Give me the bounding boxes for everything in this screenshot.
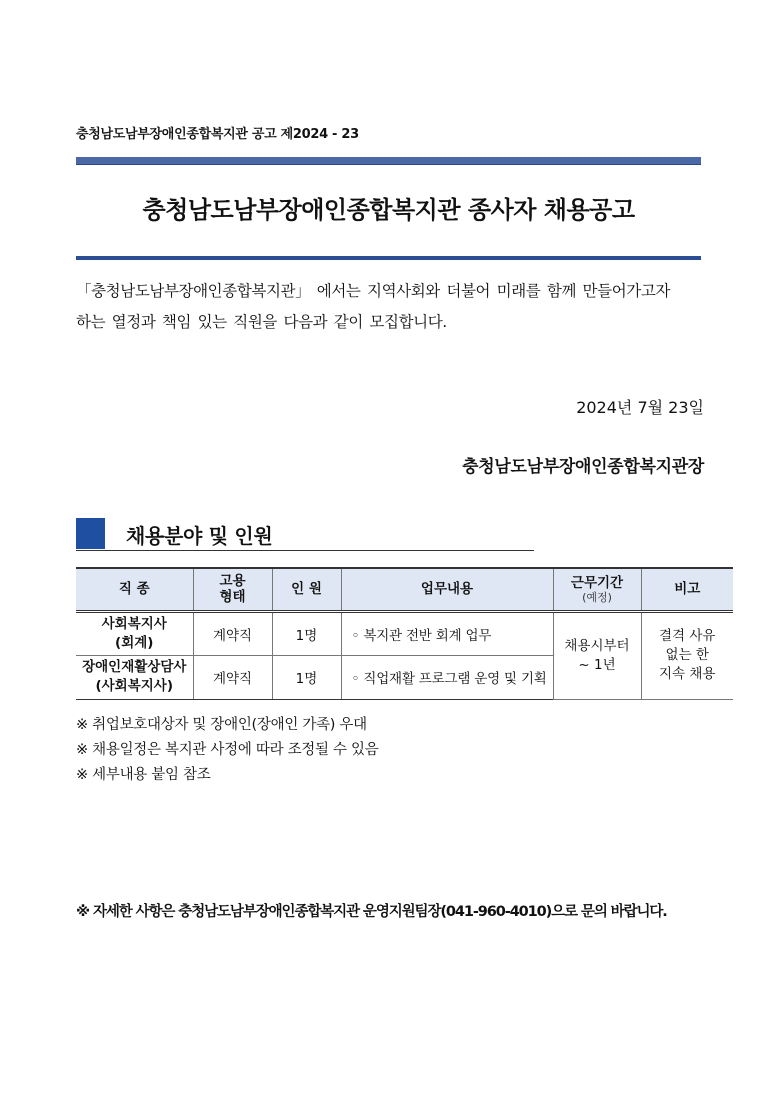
row-duties: ◦ 복지관 전반 회계 업무 xyxy=(341,611,553,655)
header-period xyxy=(553,568,641,611)
contact-info: ※ 자세한 사항은 충청남도남부장애인종합복지관 운영지원팀장(041-960-4010)으로 문의 바랍니다. xyxy=(76,904,667,920)
row-period-line2: ~ 1년 xyxy=(578,656,616,673)
recruitment-table xyxy=(76,567,733,700)
row-remarks-line3: 지속 채용 xyxy=(659,666,716,682)
section-title: 채용분야 및 인원 xyxy=(126,524,273,548)
section-underline xyxy=(76,550,534,551)
row-employment: 계약직 xyxy=(193,655,272,699)
section-marker xyxy=(76,518,105,549)
document-title: 충청남도남부장애인종합복지관 종사자 채용공고 xyxy=(142,196,635,224)
row-period-line1: 채용시부터 xyxy=(564,637,630,654)
row-count: 1명 xyxy=(272,611,341,655)
row-job xyxy=(76,611,193,655)
note-item: ※ 취업보호대상자 및 장애인(장애인 가족) 우대 xyxy=(76,717,367,733)
header-employment-line2: 형태 xyxy=(219,589,246,606)
intro-paragraph xyxy=(76,276,706,338)
header-duties: 업무내용 xyxy=(341,568,553,611)
row-remarks-line2: 없는 한 xyxy=(665,647,709,663)
note-item: ※ 세부내용 붙임 참조 xyxy=(76,767,211,783)
header-count: 인 원 xyxy=(272,568,341,611)
intro-line-2: 하는 열정과 책임 있는 직원을 다음과 같이 모집합니다. xyxy=(76,313,447,331)
row-job xyxy=(76,655,193,699)
note-item: ※ 채용일정은 복지관 사정에 따라 조정될 수 있음 xyxy=(76,742,379,758)
title-bottom-rule xyxy=(76,256,701,260)
header-period-sub: (예정) xyxy=(582,590,612,604)
header-employment xyxy=(193,568,272,611)
row-job-line1: 장애인재활상담사 xyxy=(82,659,187,675)
row-count: 1명 xyxy=(272,655,341,699)
row-job-line2: (회계) xyxy=(115,634,154,651)
row-duties: ◦ 직업재활 프로그램 운영 및 기획 xyxy=(341,655,553,699)
notes-list xyxy=(76,713,378,788)
header-job: 직 종 xyxy=(76,568,193,611)
row-job-line1: 사회복지사 xyxy=(101,615,167,632)
title-top-rule xyxy=(76,157,701,165)
signer: 충청남도남부장애인종합복지관장 xyxy=(462,457,704,477)
row-job-line2: (사회복지사) xyxy=(95,678,174,694)
header-employment-line1: 고용 xyxy=(219,573,246,590)
row-period xyxy=(553,611,641,699)
table-header-row xyxy=(76,568,733,611)
row-remarks xyxy=(641,611,733,699)
row-remarks-line1: 결격 사유 xyxy=(659,628,716,644)
row-employment: 계약직 xyxy=(193,611,272,655)
intro-line-1: 「충청남도남부장애인종합복지관」 에서는 지역사회와 더불어 미래를 함께 만들어가고자 xyxy=(76,282,670,300)
header-remarks: 비고 xyxy=(641,568,733,611)
notice-date: 2024년 7월 23일 xyxy=(576,398,704,417)
table-row xyxy=(76,611,733,655)
header-period-label: 근무기간 xyxy=(570,574,624,591)
notice-number: 충청남도남부장애인종합복지관 공고 제2024 - 23 xyxy=(76,127,359,142)
